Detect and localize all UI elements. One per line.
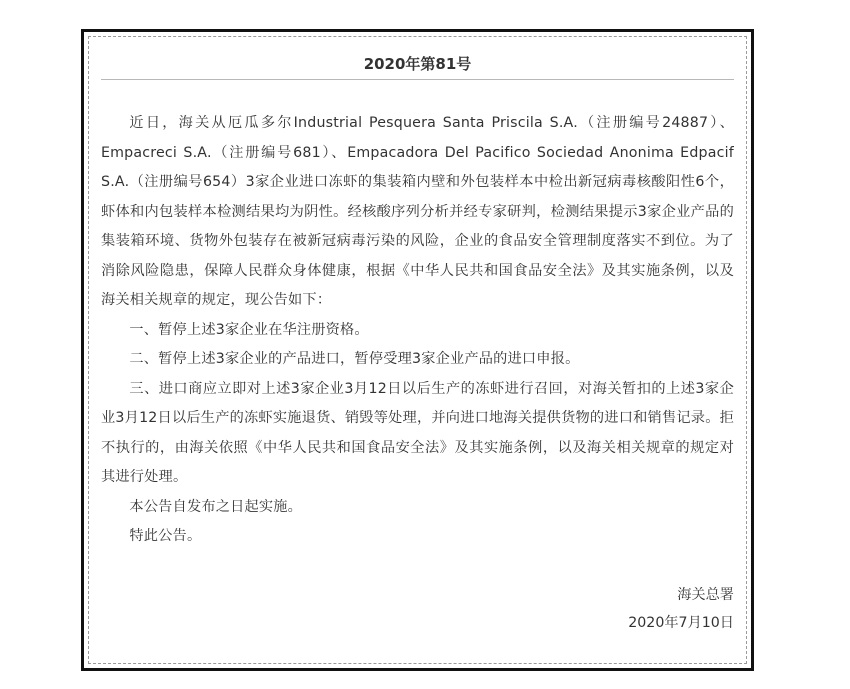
- document-border: [81, 29, 754, 671]
- document-dashed-frame: [88, 36, 747, 664]
- item-two-paragraph: 二、暂停上述3家企业的产品进口，暂停受理3家企业产品的进口申报。: [129, 351, 580, 367]
- announcement-body: [101, 109, 734, 552]
- signature-date: 2020年7月10日: [628, 615, 734, 631]
- announcement-number-title: 2020年第81号: [363, 55, 472, 73]
- closing-paragraph: 特此公告。: [129, 528, 202, 544]
- intro-paragraph: 近日，海关从厄瓜多尔Industrial Pesquera Santa Priscila S.A.（注册编号24887）、Empacreci S.A.（注册编号681）、Empacadora Del Pacifico Sociedad Anonima Edpacif S.A.（注册编号654）3家企业进口冻虾的集装箱内壁和外包装样本中检出新冠病毒核酸阳性6个，虾体和内包装样本检测结果均为阴性。经核酸序列分析并经专家研判，检测结果提示3家企业产品的集装箱环境、货物外包装存在被新冠病毒污染的风险，企业的食品安全管理制度落实不到位。为了消除风险隐患，保障人民群众身体健康，根据《中华人民共和国食品安全法》及其实施条例，以及海关相关规章的规定，现公告如下：: [101, 115, 734, 308]
- signature-organization: 海关总署: [677, 587, 734, 603]
- title-divider: [101, 79, 734, 80]
- item-three-paragraph: 三、进口商应立即对上述3家企业3月12日以后生产的冻虾进行召回，对海关暂扣的上述3家企业3月12日以后生产的冻虾实施退货、销毁等处理，并向进口地海关提供货物的进口和销售记录。拒不执行的，由海关依照《中华人民共和国食品安全法》及其实施条例，以及海关相关规章的规定对其进行处理。: [101, 380, 734, 485]
- effective-date-paragraph: 本公告自发布之日起实施。: [129, 498, 303, 515]
- item-one-paragraph: 一、暂停上述3家企业在华注册资格。: [129, 321, 369, 338]
